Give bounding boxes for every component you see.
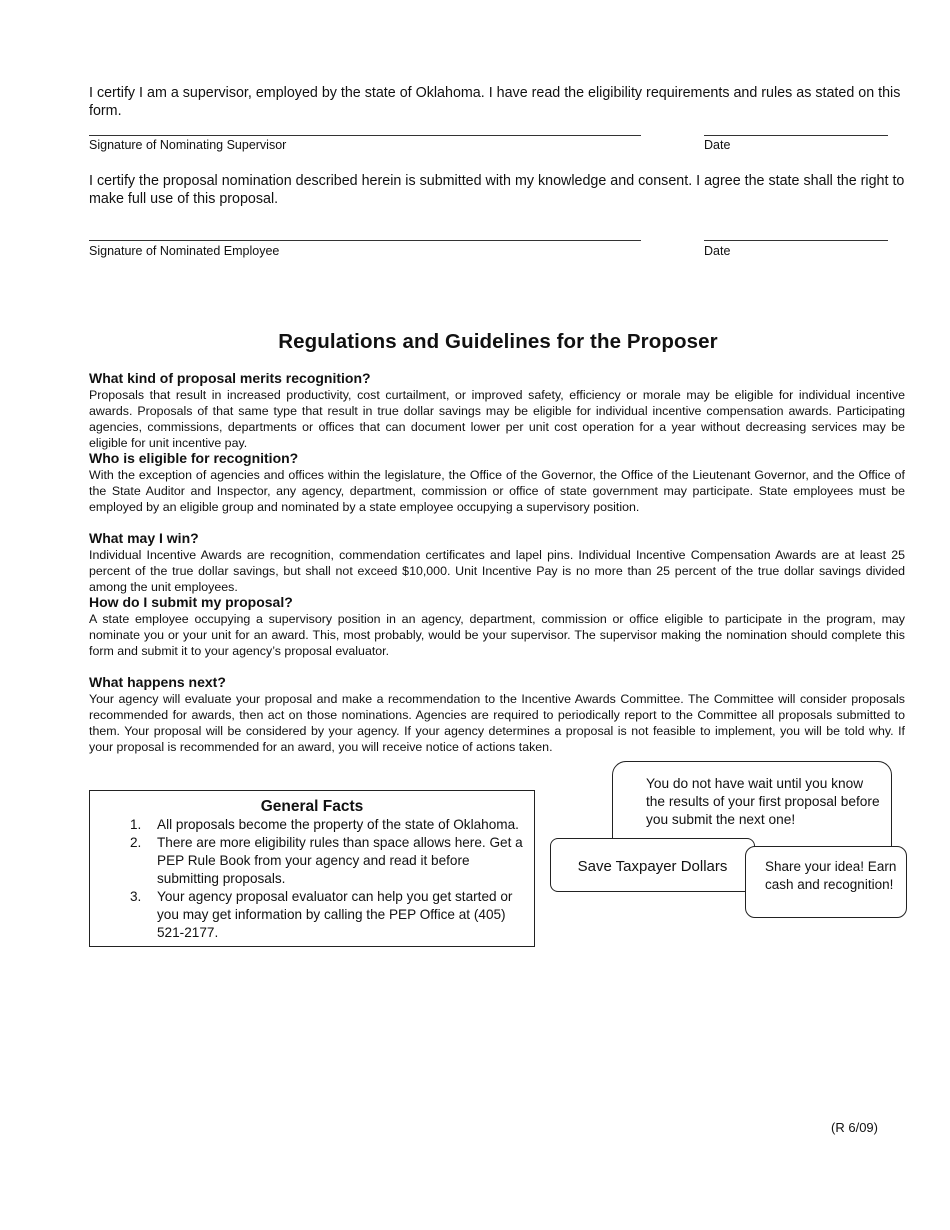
- list-item: [90, 834, 534, 888]
- list-item-number: 1.: [130, 817, 142, 832]
- revision-code: (R 6/09): [831, 1120, 878, 1135]
- section-what-happens-next: [89, 674, 905, 755]
- employee-date-label: Date: [704, 244, 731, 258]
- section-heading: What kind of proposal merits recognition?: [89, 370, 371, 386]
- list-item-number: 3.: [130, 889, 142, 904]
- section-body: Proposals that result in increased productivity, cost curtailment, or improved safety, efficiency or morale may be eligible for individual incentive awards. Proposals of that same type that result in true dollar savings may be eligible for individual incentive compensation awards. Participating agencies, commissions, departments or offices that can document lower per unit cost operation for a year without decreasing services may be eligible for unit incentive pay.: [89, 388, 905, 450]
- save-taxpayer-callout: [550, 838, 755, 892]
- supervisor-date-label: Date: [704, 138, 731, 152]
- share-idea-callout-text: Share your idea! Earn cash and recognition!: [765, 859, 897, 892]
- section-body: Individual Incentive Awards are recognition, commendation certificates and lapel pins. Individual Incentive Compensation Awards are at least 25 percent of the true dollar savings, but shall not exceed $10,000. Unit Incentive Pay is no more than 25 percent of the true dollar savings divided among the unit employees.: [89, 548, 905, 594]
- list-item: [90, 816, 534, 834]
- general-facts-box: [89, 790, 535, 947]
- list-item-text: All proposals become the property of the state of Oklahoma.: [157, 817, 519, 832]
- section-body: A state employee occupying a supervisory position in an agency, department, commission or office eligible to participate in the program, may nominate you or your unit for an award. This, most probably, would be your supervisor. The supervisor making the nomination should complete this form and submit it to your agency’s proposal evaluator.: [89, 612, 905, 658]
- list-item: [90, 888, 534, 942]
- share-idea-callout: [745, 846, 907, 918]
- section-heading: How do I submit my proposal?: [89, 594, 293, 610]
- list-item-text: There are more eligibility rules than space allows here. Get a PEP Rule Book from your agency and read it before submitting proposals.: [157, 835, 523, 886]
- section-eligibility: [89, 450, 905, 515]
- list-item-number: 2.: [130, 835, 142, 850]
- regulations-title: Regulations and Guidelines for the Proposer: [278, 330, 718, 353]
- section-what-may-i-win: [89, 530, 905, 595]
- section-body: With the exception of agencies and offices within the legislature, the Office of the Governor, the Office of the Lieutenant Governor, and the Office of the State Auditor and Inspector, any agency, department, commission or office of state government may participate. State employees must be employed by an eligible group and nominated by a state employee occupying a supervisory position.: [89, 468, 905, 514]
- no-wait-callout-text: You do not have wait until you know the results of your first proposal before you submit the next one!: [646, 776, 880, 827]
- section-heading: What may I win?: [89, 530, 199, 546]
- employee-signature-label: Signature of Nominated Employee: [89, 244, 280, 258]
- section-heading: What happens next?: [89, 674, 226, 690]
- section-heading: Who is eligible for recognition?: [89, 450, 299, 466]
- supervisor-signature-line[interactable]: [89, 135, 641, 136]
- general-facts-list: [90, 816, 534, 942]
- employee-signature-line[interactable]: [89, 240, 641, 241]
- employee-date-line[interactable]: [704, 240, 888, 241]
- supervisor-certification-statement: I certify I am a supervisor, employed by the state of Oklahoma. I have read the eligibility requirements and rules as stated on this form.: [89, 85, 901, 119]
- supervisor-signature-label: Signature of Nominating Supervisor: [89, 138, 287, 152]
- supervisor-date-line[interactable]: [704, 135, 888, 136]
- save-taxpayer-callout-text: Save Taxpayer Dollars: [577, 858, 728, 875]
- section-merits-recognition: [89, 370, 905, 451]
- list-item-text: Your agency proposal evaluator can help you get started or you may get information by calling the PEP Office at (405) 521-2177.: [157, 889, 513, 940]
- section-how-to-submit: [89, 594, 905, 659]
- general-facts-title: General Facts: [260, 798, 364, 815]
- employee-certification-statement: I certify the proposal nomination described herein is submitted with my knowledge and consent. I agree the state shall the right to make full use of this proposal.: [89, 173, 905, 207]
- section-body: Your agency will evaluate your proposal and make a recommendation to the Incentive Awards Committee. The Committee will consider proposals recommended for awards, then act on those nominations. Agencies are required to periodically report to the Committee all proposals submitted to them. Your proposal will be considered by your agency. If your agency determines a proposal is not feasible to implement, you will be told why. If your proposal is recommended for an award, you will receive notice of actions taken.: [89, 692, 905, 754]
